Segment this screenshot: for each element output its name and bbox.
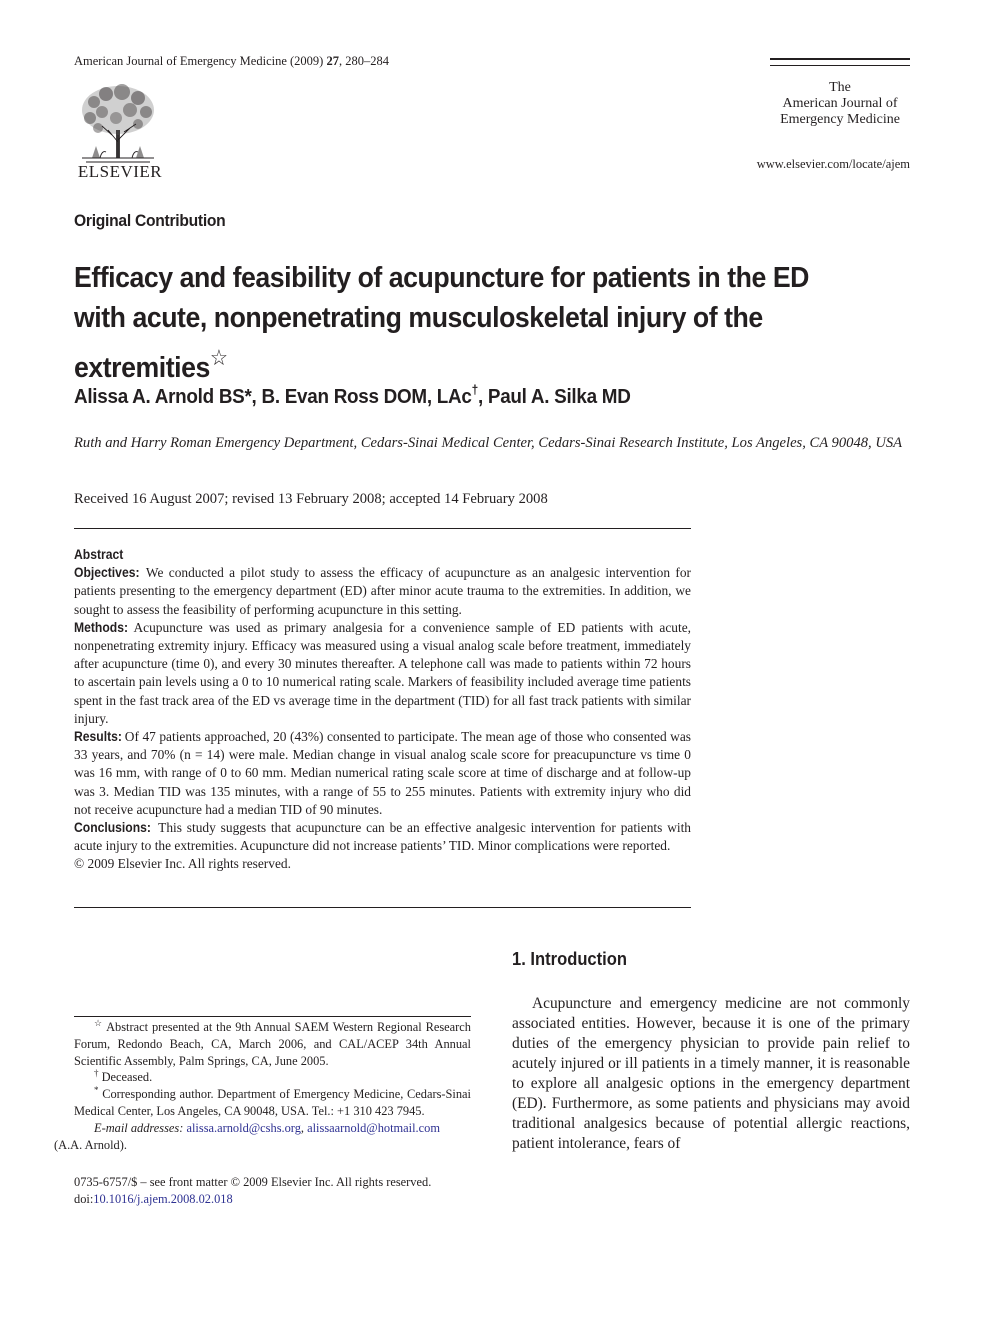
- header-rule-thin: [770, 65, 910, 66]
- author-name[interactable]: Alissa A. Arnold BS: [74, 385, 245, 408]
- header-rule: [770, 58, 910, 60]
- footnote-deceased: [74, 1069, 471, 1086]
- email-label: E-mail addresses:: [94, 1120, 184, 1135]
- footnote-presentation: [74, 1019, 471, 1069]
- citation-journal: American Journal of Emergency Medicine (2009): [74, 54, 324, 68]
- footnote-rule: [74, 1016, 471, 1017]
- abstract-rule-top: [74, 528, 691, 529]
- abstract-section-text: Of 47 patients approached, 20 (43%) consented to participate. The mean age of those who consented was 33 years, and 70% (n = 14) were male. Median change in visual analog scale score for preacupuncture vs time 0 was 16 mm, with range of 0 to 60 mm. Median numerical rating scale score at time of discharge and at follow-up was 3. Median TID was 135 minutes, with a range of 55 to 255 minutes. Patients with extremity injury who did not receive acupuncture had a median TID of 90 minutes.: [74, 729, 691, 817]
- abstract-section-label: Objectives:: [74, 565, 140, 581]
- footnote-mark: ☆: [94, 1017, 103, 1028]
- footnote-corresponding: [74, 1086, 471, 1120]
- abstract-section-text: We conducted a pilot study to assess the efficacy of acupuncture as an analgesic intervention for patients presenting to the emergency department (ED) after minor acute trauma to the extremities. In addition, we sought to assess the feasibility of performing acupuncture in this setting.: [74, 565, 691, 617]
- abstract-section-text: Acupuncture was used as primary analgesia for a convenience sample of ED patients with acute, nonpenetrating extremity injury. Efficacy was measured using a visual analog scale before treatment, immediately after acupuncture (time 0), and every 30 minutes thereafter. A telephone call was made to patients within 72 hours to ascertain pain levels using a 0 to 10 numerical rating scale. Markers of feasibility included average time patients spent in the fast track area of the ED vs average time in the department (TID) for all fast track patients with similar injury.: [74, 619, 692, 726]
- title-footnote-mark[interactable]: ☆: [209, 345, 228, 370]
- footnote-text: Abstract presented at the 9th Annual SAEM Western Regional Research Forum, Redondo Beach, CA, March 2006, and CAL/ACEP 34th Annual Scientific Assembly, Palm Springs, CA, June 2005.: [74, 1020, 471, 1068]
- article-title: [74, 258, 865, 388]
- abstract-section-label: Methods:: [74, 619, 128, 635]
- abstract-section-label: Results:: [74, 729, 122, 745]
- email-link[interactable]: alissaarnold@hotmail.com: [307, 1120, 440, 1135]
- abstract-copyright: © 2009 Elsevier Inc. All rights reserved.: [74, 856, 291, 872]
- abstract-objectives: [74, 564, 691, 619]
- footnotes: [54, 1017, 471, 1153]
- abstract-conclusions: [74, 819, 691, 855]
- journal-logo-line3: Emergency Medicine: [780, 112, 900, 127]
- author-name[interactable]: B. Evan Ross DOM, LAc: [261, 385, 472, 408]
- publisher-wordmark: ELSEVIER: [77, 162, 163, 181]
- email-separator: ,: [300, 1120, 308, 1135]
- citation-volume: 27: [326, 54, 339, 68]
- abstract-results: [74, 728, 691, 819]
- footnote-mark: †: [94, 1068, 99, 1079]
- footnote-text: Deceased.: [101, 1070, 153, 1085]
- abstract-section-text: This study suggests that acupuncture can be an effective analgesic intervention for patients with acute injury to the extremities. Acupuncture did not increase patients’ TID. Minor complications were reported.: [74, 820, 691, 854]
- received-dates: Received 16 August 2007; revised 13 February 2008; accepted 14 February 2008: [74, 491, 548, 507]
- abstract-block: [74, 546, 691, 874]
- email-link[interactable]: alissa.arnold@cshs.org: [186, 1120, 301, 1135]
- abstract-rule-bottom: [74, 907, 691, 908]
- author-name[interactable]: Paul A. Silka MD: [487, 385, 631, 408]
- doi-line: [74, 1191, 474, 1208]
- citation-pages: , 280–284: [338, 54, 389, 68]
- abstract-section-label: Conclusions:: [74, 820, 151, 836]
- footnote-email: [54, 1120, 471, 1154]
- abstract-heading: Abstract: [74, 547, 124, 562]
- email-owner: (A.A. Arnold).: [54, 1137, 127, 1152]
- abstract-methods: [74, 619, 691, 728]
- author-mark: *: [244, 385, 252, 408]
- introduction-text: Acupuncture and emergency medicine are not commonly associated entities. However, because it is one of the primary duties of the emergency physician to provide pain relief to acutely injured or ill patients in a timely manner, it is reasonable to explore all analgesic options in the emergency department (ED). Furthermore, as some patients and physicians may avoid traditional analgesics because of potential allergic reactions, patient intolerance, fears of: [512, 995, 910, 1152]
- author-list: Alissa A. Arnold BS*, B. Evan Ross DOM, LAc†, Paul A. Silka MD: [74, 382, 631, 408]
- introduction-heading: 1. Introduction: [512, 949, 627, 969]
- doi-label: doi:: [74, 1192, 94, 1206]
- author-mark: †: [471, 382, 478, 397]
- journal-citation: [74, 54, 389, 69]
- journal-url[interactable]: www.elsevier.com/locate/ajem: [756, 157, 910, 171]
- issn-line: 0735-6757/$ – see front matter © 2009 Elsevier Inc. All rights reserved.: [74, 1175, 432, 1189]
- footnote-text: Corresponding author. Department of Emergency Medicine, Cedars-Sinai Medical Center, Los Angeles, CA 90048, USA. Tel.: +1 310 423 7945.: [74, 1087, 471, 1118]
- journal-logo-line1: The: [829, 80, 851, 95]
- affiliation: Ruth and Harry Roman Emergency Department, Cedars-Sinai Medical Center, Cedars-Sinai Research Institute, Los Angeles, CA 90048, USA: [74, 435, 903, 451]
- journal-logo: [770, 80, 910, 128]
- front-matter: [74, 1174, 474, 1208]
- doi-link[interactable]: 10.1016/j.ajem.2008.02.018: [93, 1192, 233, 1206]
- article-title-text: Efficacy and feasibility of acupuncture for patients in the ED with acute, nonpenetrating musculoskeletal injury of the extremities: [74, 262, 809, 384]
- footnote-mark: *: [94, 1085, 99, 1096]
- journal-logo-line2: American Journal of: [782, 96, 898, 111]
- section-label: Original Contribution: [74, 211, 226, 230]
